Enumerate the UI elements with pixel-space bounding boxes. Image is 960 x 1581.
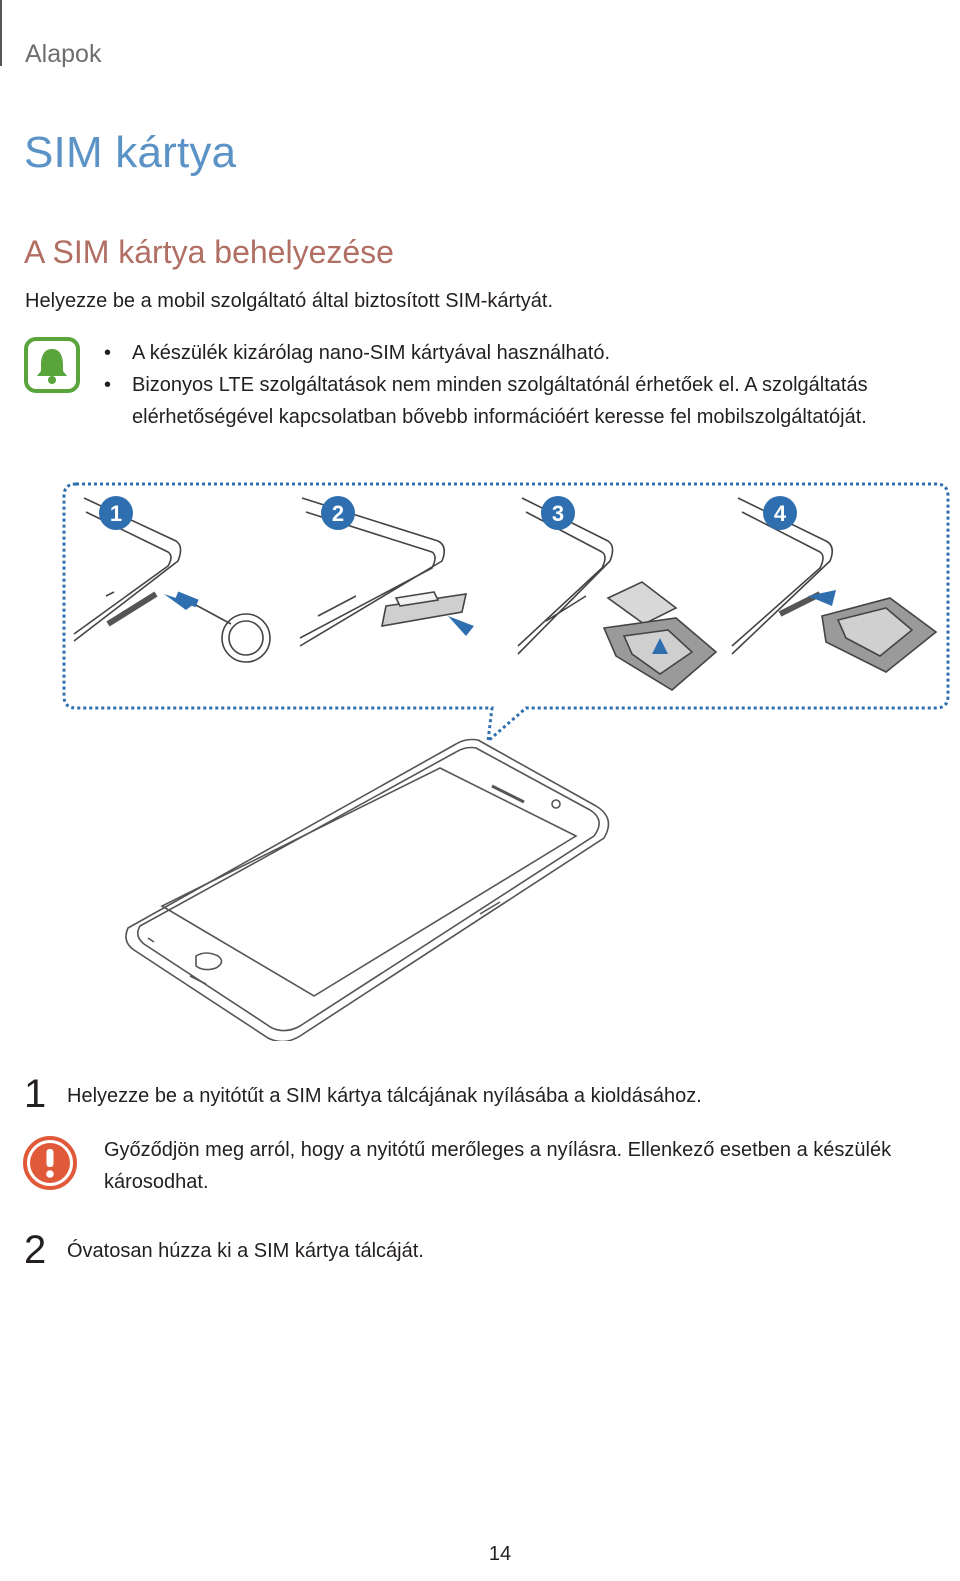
bell-icon bbox=[24, 337, 80, 393]
callout-number-1 bbox=[99, 496, 133, 530]
warning-text: Győződjön meg arról, hogy a nyitótű merőleges a nyílásra. Ellenkező esetben a készülék károsodhat. bbox=[104, 1139, 892, 1193]
svg-text:4: 4 bbox=[773, 501, 787, 526]
panel-3-place-sim bbox=[518, 498, 716, 690]
phone-drawing bbox=[126, 740, 609, 1042]
svg-text:3: 3 bbox=[551, 501, 565, 526]
step-number-1: 1 bbox=[24, 1072, 47, 1116]
list-item: • Bizonyos LTE szolgáltatások nem minden szolgáltatónál érhetőek el. A szolgáltatás elérhetőségével kapcsolatban bővebb információért keresse fel mobilszolgáltatóját. bbox=[104, 374, 868, 428]
page-title: SIM kártya bbox=[24, 128, 237, 177]
panel-4-insert-tray bbox=[732, 498, 936, 672]
callout-number-3 bbox=[541, 496, 575, 530]
callout-number-2 bbox=[321, 496, 355, 530]
step-2-text: Óvatosan húzza ki a SIM kártya tálcáját. bbox=[67, 1240, 424, 1262]
note-list bbox=[104, 337, 944, 433]
svg-text:1: 1 bbox=[109, 501, 123, 526]
intro-text: Helyezze be a mobil szolgáltató által biztosított SIM-kártyát. bbox=[25, 290, 554, 312]
step-number-2: 2 bbox=[24, 1228, 47, 1272]
callout-number-4 bbox=[763, 496, 797, 530]
section-rule bbox=[0, 0, 2, 66]
section-label: Alapok bbox=[25, 40, 102, 68]
exclamation-icon bbox=[22, 1135, 78, 1191]
note-bullet-text: A készülék kizárólag nano-SIM kártyával használható. bbox=[132, 342, 611, 364]
svg-text:2: 2 bbox=[331, 501, 345, 526]
page-number: 14 bbox=[488, 1543, 512, 1565]
callout-bubble bbox=[64, 484, 948, 741]
sim-insertion-illustration bbox=[56, 476, 956, 1041]
step-1-text: Helyezze be a nyitótűt a SIM kártya tálcájának nyílásába a kioldásához. bbox=[67, 1085, 702, 1107]
note-bullet-text: Bizonyos LTE szolgáltatások nem minden szolgáltatónál érhetőek el. A szolgáltatás elérhetőségével kapcsolatban bővebb információért keresse fel mobilszolgáltatóját. bbox=[132, 374, 868, 428]
list-item: • A készülék kizárólag nano-SIM kártyával használható. bbox=[104, 342, 611, 364]
subheading: A SIM kártya behelyezése bbox=[24, 234, 394, 270]
